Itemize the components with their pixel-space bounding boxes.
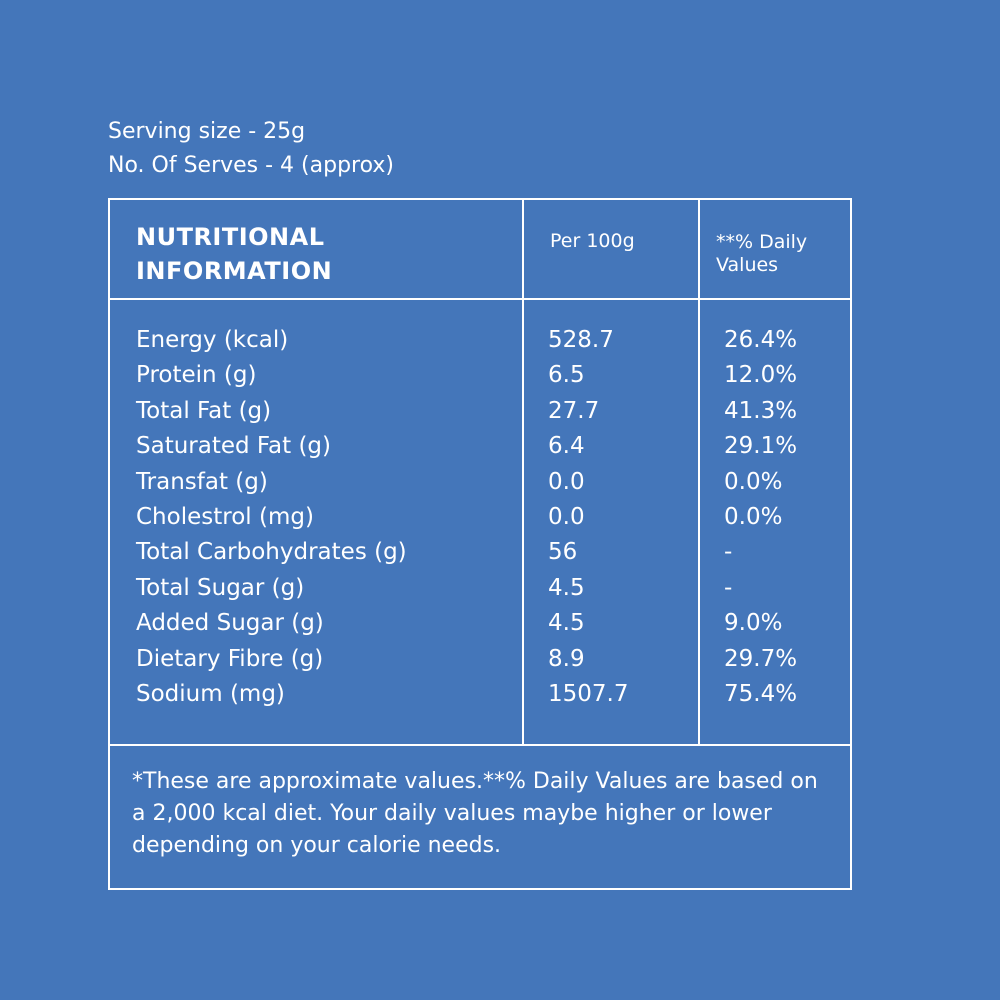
nutrient-name: Total Sugar (g) <box>136 574 305 601</box>
per-100g-value: 528.7 <box>548 327 614 353</box>
table-row <box>110 500 850 535</box>
nutrient-name: Sodium (mg) <box>136 680 285 707</box>
serving-size: Serving size - 25g <box>108 119 306 144</box>
table-title <box>136 220 332 288</box>
header-divider <box>110 298 850 300</box>
per-100g-value: 1507.7 <box>548 680 629 707</box>
table-title-line-1: NUTRITIONAL <box>136 223 325 251</box>
footnote: *These are approximate values.**% Daily Values are based on a 2,000 kcal diet. Your daily values maybe higher or lower depending on your calorie needs. <box>132 769 818 858</box>
nutrient-name: Added Sugar (g) <box>136 610 324 637</box>
column-header-daily-values <box>716 231 807 277</box>
nutrient-name: Transfat (g) <box>136 468 268 495</box>
daily-value: 75.4% <box>724 680 798 707</box>
per-100g-value: 6.4 <box>548 433 585 460</box>
daily-value: 29.7% <box>724 645 798 672</box>
footnote-divider <box>110 744 850 746</box>
per-100g-value: 0.0 <box>548 468 585 495</box>
number-of-serves: No. Of Serves - 4 (approx) <box>108 153 394 178</box>
daily-value: 9.0% <box>724 610 783 637</box>
nutrient-name: Saturated Fat (g) <box>136 433 332 460</box>
table-row <box>110 642 850 677</box>
daily-value: 41.3% <box>724 397 798 424</box>
daily-value: 26.4% <box>724 327 798 353</box>
serving-info <box>108 115 394 183</box>
per-100g-value: 4.5 <box>548 574 585 601</box>
nutrient-name: Energy (kcal) <box>136 327 289 353</box>
per-100g-value: 6.5 <box>548 362 585 389</box>
daily-value: - <box>724 574 733 601</box>
per-100g-value: 56 <box>548 539 578 566</box>
per-100g-value: 27.7 <box>548 397 600 424</box>
table-row <box>110 606 850 641</box>
column-header-daily-values-line-2: Values <box>716 254 779 276</box>
daily-value: 0.0% <box>724 503 783 530</box>
daily-value: 12.0% <box>724 362 798 389</box>
daily-value: - <box>724 539 733 566</box>
column-header-per-100g: Per 100g <box>550 230 635 252</box>
nutrient-name: Protein (g) <box>136 362 257 389</box>
nutrient-name: Cholestrol (mg) <box>136 503 314 530</box>
table-row <box>110 535 850 570</box>
table-row <box>110 429 850 464</box>
table-title-line-2: INFORMATION <box>136 257 333 285</box>
nutrient-name: Total Fat (g) <box>136 397 272 424</box>
table-row <box>110 394 850 429</box>
nutrient-name: Total Carbohydrates (g) <box>136 539 407 566</box>
per-100g-value: 4.5 <box>548 610 585 637</box>
daily-value: 0.0% <box>724 468 783 495</box>
nutrition-table <box>108 198 852 890</box>
table-row <box>110 571 850 606</box>
table-row <box>110 323 850 358</box>
nutrient-rows <box>110 323 850 712</box>
daily-value: 29.1% <box>724 433 798 460</box>
table-row <box>110 677 850 712</box>
per-100g-value: 0.0 <box>548 503 585 530</box>
per-100g-value: 8.9 <box>548 645 585 672</box>
column-header-daily-values-line-1: **% Daily <box>716 231 808 253</box>
table-row <box>110 465 850 500</box>
table-row <box>110 358 850 393</box>
nutrient-name: Dietary Fibre (g) <box>136 645 324 672</box>
